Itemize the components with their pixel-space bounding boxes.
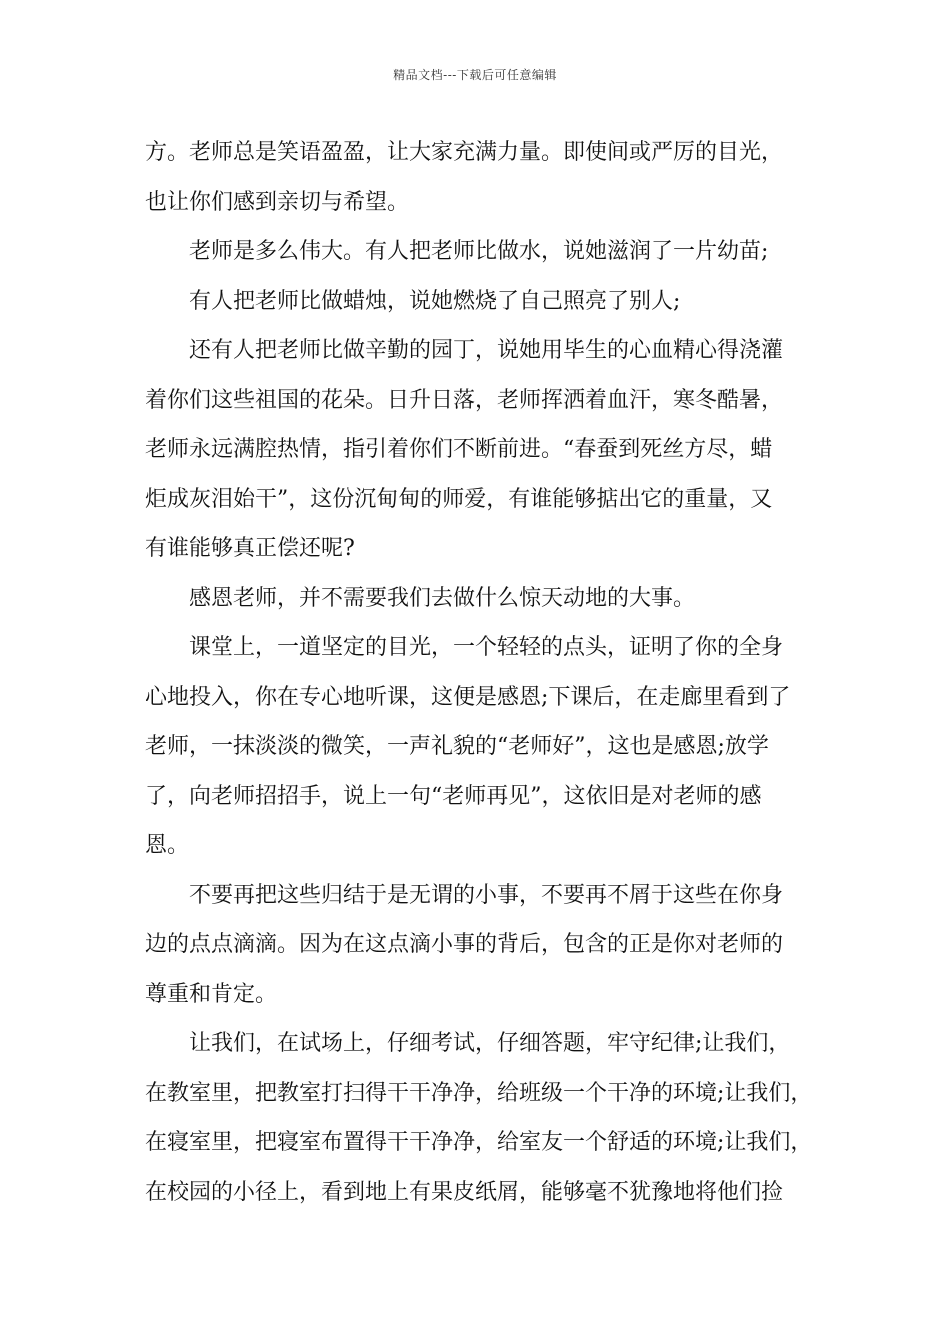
page-header: 精品文档---下载后可任意编辑	[393, 68, 557, 82]
text-line: 方。老师总是笑语盈盈，让大家充满力量。即使间或严厉的目光，	[145, 140, 784, 165]
text-line: 有谁能够真正偿还呢?	[145, 536, 355, 561]
text-line: 炬成灰泪始干”，这份沉甸甸的师爱，有谁能够掂出它的重量，又	[145, 486, 773, 512]
text-line: 边的点点滴滴。因为在这点滴小事的背后，包含的正是你对老师的	[145, 932, 784, 957]
text-line: 还有人把老师比做辛勤的园丁，说她用毕生的心血精心得浇灌	[189, 338, 784, 363]
text-line: 恩。	[145, 833, 190, 858]
text-line: 在教室里，把教室打扫得干干净净，给班级一个干净的环境;让我们，	[145, 1080, 813, 1106]
text-line: 感恩老师，并不需要我们去做什么惊天动地的大事。	[189, 585, 696, 611]
text-line: 课堂上，一道坚定的目光，一个轻轻的点头，证明了你的全身	[189, 635, 784, 660]
document-body	[145, 128, 811, 1217]
text-line: 老师永远满腔热情，指引着你们不断前进。“春蚕到死丝方尽，蜡	[145, 437, 773, 462]
text-line: 了，向老师招招手，说上一句“老师再见”，这依旧是对老师的感	[145, 783, 762, 809]
text-line: 心地投入，你在专心地听课，这便是感恩;下课后，在走廊里看到了	[145, 684, 791, 710]
text-line: 老师，一抹淡淡的微笑，一声礼貌的“老师好”，这也是感恩;放学	[145, 734, 769, 759]
text-line: 老师是多么伟大。有人把老师比做水，说她滋润了一片幼苗;	[189, 239, 769, 264]
text-line: 让我们，在试场上，仔细考试，仔细答题，牢守纪律;让我们，	[189, 1031, 791, 1056]
text-line: 也让你们感到亲切与希望。	[145, 189, 410, 215]
text-line: 有人把老师比做蜡烛，说她燃烧了自己照亮了别人;	[189, 288, 681, 314]
text-line: 尊重和肯定。	[145, 981, 278, 1007]
text-line: 在寝室里，把寝室布置得干干净净，给室友一个舒适的环境;让我们，	[145, 1130, 813, 1155]
text-line: 着你们这些祖国的花朵。日升日落，老师挥洒着血汗，寒冬酷暑，	[145, 387, 784, 413]
text-line: 在校园的小径上，看到地上有果皮纸屑，能够毫不犹豫地将他们捡	[145, 1179, 784, 1205]
text-line: 不要再把这些归结于是无谓的小事，不要再不屑于这些在你身	[189, 882, 784, 908]
